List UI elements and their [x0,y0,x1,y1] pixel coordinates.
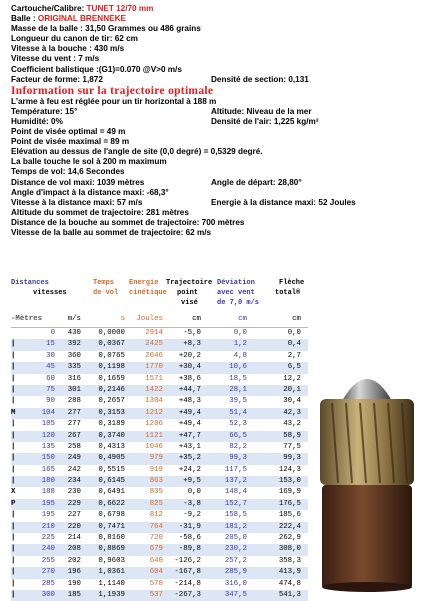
unit-velocity: m/s [67,315,81,323]
table-cell: 0,0 [187,488,201,497]
table-cell: | [11,442,16,451]
table-row [11,442,308,453]
table-cell: 214 [67,534,81,543]
table-cell: 262,9 [278,534,301,543]
table-cell: | [11,477,16,486]
table-cell: 135 [41,442,55,451]
header-trajectory-3: visé [181,299,198,307]
table-cell: | [11,397,16,406]
table-cell: 150 [41,454,55,463]
table-cell: 1571 [145,374,163,383]
table-cell: 117,5 [224,465,247,474]
table-cell: +9,5 [183,477,201,486]
table-cell: 358,3 [278,556,301,565]
table-cell: -31,9 [178,522,201,531]
unit-energy: Joules [136,315,163,323]
unit-trajectory: cm [192,315,201,323]
bullet-line: Balle : ORIGINAL BRENNEKE [11,14,126,24]
air-density: Densité de l'air: 1,225 kg/m³ [211,116,319,126]
table-cell: 1206 [145,420,163,429]
table-cell: 104 [41,408,55,417]
table-cell: 169,9 [278,488,301,497]
table-cell: +49,4 [178,420,201,429]
table-row [11,328,308,339]
table-cell: 0,3189 [98,420,125,429]
table-row [11,396,308,407]
table-cell: 0,0 [233,329,247,337]
table-cell: 77,5 [283,442,301,451]
table-cell: 225 [41,534,55,543]
table-cell: 2425 [145,340,163,349]
table-row [11,476,308,487]
table-cell: | [11,545,16,554]
header-deviation-3: de 7,0 m/s [217,299,260,307]
header-deviation: Déviation [217,279,255,287]
table-cell: 835 [149,488,163,497]
table-cell: 230 [67,488,81,497]
table-cell: | [11,590,16,599]
table-cell: 2046 [145,351,163,360]
table-cell: 720 [149,534,163,543]
table-cell: 258 [67,442,81,451]
table-row [11,385,308,396]
table-cell: 18,5 [229,374,247,383]
table-cell: 640 [149,556,163,565]
table-cell: 0,0765 [98,351,125,360]
table-cell: 1770 [145,363,163,372]
table-cell: 0,0000 [98,329,125,337]
table-cell: | [11,511,16,520]
table-cell: 43,2 [283,420,301,429]
table-cell: 270 [41,568,55,577]
header-velocities: vitesses [33,289,67,297]
mass-line: Masse de la balle : 31,50 Grammes ou 486 grains [11,24,201,34]
table-cell: | [11,522,16,531]
table-cell: 0,6798 [98,511,125,520]
muzzle-velocity-line: Vitesse à la bouche : 430 m/s [11,44,125,54]
table-cell: 277 [67,420,81,429]
table-cell: | [11,340,16,349]
table-cell: +30,4 [178,363,201,372]
table-cell: 316 [67,374,81,383]
header-energy: Energie [129,279,159,287]
table-cell: 413,9 [278,568,301,577]
table-cell: 152,7 [224,499,247,508]
table-cell: 919 [149,465,163,474]
table-cell: 257,2 [224,556,247,565]
table-row [11,510,308,521]
table-cell: 0,8869 [98,545,125,554]
table-cell: 285 [41,579,55,588]
table-row [11,499,308,510]
table-cell: 0,6622 [98,499,125,508]
table-cell: -58,6 [178,534,201,543]
table-cell: 185,6 [278,511,301,520]
table-cell: 190 [67,579,81,588]
table-header [11,277,308,315]
header-drop-2: total® [275,289,301,297]
table-cell: 195 [41,511,55,520]
humidity-line: Humidité: 0% Densité de l'air: 1,225 kg/m³ [11,116,319,126]
table-cell: 1,2 [233,340,247,349]
table-cell: 812 [149,511,163,520]
table-cell: 30,4 [283,397,301,406]
table-cell: | [11,351,16,360]
unit-time: s [120,315,125,323]
header-drop: Flèche [279,279,305,287]
max-distance-line: Distance de vol maxi: 1039 mètres Angle de départ: 28,80° [11,177,302,187]
table-cell: 392 [67,340,81,349]
table-cell: 10,6 [229,363,247,372]
table-cell: 52,3 [229,420,247,429]
table-cell: 165 [41,465,55,474]
table-cell: 288 [67,397,81,406]
table-cell: 82,2 [229,442,247,451]
apex-velocity-line: Vitesse de la balle au sommet de trajectoire: 62 m/s [11,227,212,237]
table-cell: -214,8 [174,579,201,588]
max-aim-line: Point de visée maximal = 89 m [11,137,130,147]
table-cell: +49,4 [178,408,201,417]
table-cell: 188 [41,488,55,497]
table-cell: 90 [46,397,55,406]
table-cell: 0,4905 [98,454,125,463]
table-cell: +44,7 [178,385,201,394]
unit-drop: cm [292,315,301,323]
table-cell: | [11,465,16,474]
table-cell: 825 [149,499,163,508]
table-row [11,374,308,385]
table-cell: 1212 [145,408,163,417]
table-cell: 541,3 [278,590,301,599]
table-cell: -267,3 [174,590,201,599]
table-cell: 30 [46,351,55,360]
table-cell: 308,0 [278,545,301,554]
table-cell: +43,1 [178,442,201,451]
elevation-line: Elévation au dessus de l'angle de site (0,0 degré) = 0,5329 degré. [11,147,263,157]
table-row [11,567,308,578]
table-cell: +47,7 [178,431,201,440]
table-cell: 0,4313 [98,442,125,451]
header-deviation-2: avec vent [217,289,255,297]
form-factor-line: Facteur de forme: 1,872 Densité de section: 0,131 [11,74,309,84]
table-cell: | [11,556,16,565]
table-cell: -167,8 [174,568,201,577]
table-cell: 430 [67,329,81,337]
table-cell: 679 [149,545,163,554]
table-cell: 0 [50,329,55,337]
table-cell: | [11,431,16,440]
table-cell: 60 [46,374,55,383]
trajectory-heading: Information sur la trajectoire optimale [11,84,214,97]
table-cell: | [11,385,16,394]
table-cell: 45 [46,363,55,372]
table-cell: 335 [67,363,81,372]
table-cell: 4,8 [233,351,247,360]
header-distances: Distances [11,279,49,287]
table-cell: | [11,374,16,383]
table-cell: 181,2 [224,522,247,531]
header-trajectory: Trajectoire [166,279,213,287]
table-cell: 180 [41,477,55,486]
table-cell: | [11,420,16,429]
table-cell: -126,2 [174,556,201,565]
table-cell: 12,2 [283,374,301,383]
max-energy: Energie à la distance maxi: 52 Joules [211,197,356,207]
table-cell: 285,9 [224,568,247,577]
brenneke-slug-image [312,355,422,593]
table-cell: 1046 [145,442,163,451]
altitude: Altitude: Niveau de la mer [211,106,312,116]
table-cell: | [11,579,16,588]
table-cell: 42,3 [283,408,301,417]
table-cell: -9,2 [183,511,201,520]
table-body [11,328,308,601]
table-cell: 764 [149,522,163,531]
table-cell: 979 [149,454,163,463]
table-row [11,579,308,590]
table-cell: 205,0 [224,534,247,543]
table-row [11,453,308,464]
header-energy-2: cinétique [129,289,167,297]
table-cell: 75 [46,385,55,394]
table-cell: 0,9603 [98,556,125,565]
table-cell: 1304 [145,397,163,406]
table-row [11,351,308,362]
cartridge-line: Cartouche/Calibre: TUNET 12/70 mm [11,4,154,13]
table-cell: 1422 [145,385,163,394]
table-cell: | [11,568,16,577]
bullet-value: ORIGINAL BRENNEKE [37,14,126,24]
table-cell: 51,4 [229,408,247,417]
table-cell: 234 [67,477,81,486]
table-cell: 0,3153 [98,408,125,417]
table-cell: 66,5 [229,431,247,440]
table-cell: 58,9 [283,431,301,440]
table-cell: 15 [46,340,55,349]
table-row [11,419,308,430]
barrel-length-line: Longueur du canon de tir: 62 cm [11,34,138,44]
table-cell: 0,0 [287,329,301,337]
table-cell: +48,3 [178,397,201,406]
table-cell: +38,6 [178,374,201,383]
table-cell: 105 [41,420,55,429]
table-cell: 242 [67,465,81,474]
table-cell: 176,5 [278,499,301,508]
table-cell: 185 [67,590,81,599]
table-cell: 1121 [145,431,163,440]
table-cell: 6,5 [287,363,301,372]
table-cell: -5,0 [183,329,201,337]
table-cell: -3,8 [183,499,201,508]
table-cell: +24,2 [178,465,201,474]
table-cell: 0,3740 [98,431,125,440]
table-cell: 570 [149,579,163,588]
table-cell: M [11,408,16,417]
temperature-line: Température: 15° Altitude: Niveau de la mer [11,106,312,116]
table-cell: 1,0361 [98,568,125,577]
table-cell: 0,8160 [98,534,125,543]
max-velocity-line: Vitesse à la distance maxi: 57 m/s Energie à la distance maxi: 52 Joules [11,197,356,207]
section-density: Densité de section: 0,131 [211,74,309,84]
cartridge-value: TUNET 12/70 mm [86,4,154,13]
table-cell: X [11,488,16,497]
ballistic-coefficient-line: Coefficient balistique :(G1)=0.070 @V>0 m/s [11,64,182,74]
table-cell: 99,3 [229,454,247,463]
table-cell: +8,3 [183,340,201,349]
table-cell: -89,8 [178,545,201,554]
ground-hit-line: La balle touche le sol à 200 m maximum [11,157,167,167]
table-cell: 604 [149,568,163,577]
table-cell: 195 [41,499,55,508]
table-cell: 124,3 [278,465,301,474]
table-row [11,556,308,567]
table-cell: 0,2657 [98,397,125,406]
table-row [11,533,308,544]
table-row [11,431,308,442]
optimal-aim-line: Point de visée optimal = 49 m [11,127,126,137]
units-row [11,315,308,328]
apex-distance-line: Distance de la bouche au sommet de trajectoire: 700 mètres [11,217,245,227]
table-cell: 300 [41,590,55,599]
table-cell: 39,5 [229,397,247,406]
table-cell: P [11,499,16,508]
table-cell: 0,2146 [98,385,125,394]
table-cell: 347,5 [224,590,247,599]
header-time-2: de vol [93,289,119,297]
table-cell: 316,0 [224,579,247,588]
departure-angle: Angle de départ: 28,80° [211,177,302,187]
table-cell: 240 [41,545,55,554]
wind-speed-line: Vitesse du vent : 7 m/s [11,54,100,64]
header-trajectory-2: point [177,289,199,297]
zero-line: L'arme à feu est réglée pour un tir horizontal à 188 m [11,96,217,106]
table-cell: 227 [67,511,81,520]
table-cell: 1,1939 [98,590,125,599]
table-cell: 210 [41,522,55,531]
table-cell: 249 [67,454,81,463]
table-row [11,522,308,533]
table-cell: 0,0367 [98,340,125,349]
table-cell: 301 [67,385,81,394]
table-cell: 202 [67,556,81,565]
table-cell: 474,8 [278,579,301,588]
table-row [11,465,308,476]
unit-deviation: cm [238,315,247,323]
table-cell: 1,1140 [98,579,125,588]
table-cell: | [11,534,16,543]
table-cell: 0,1198 [98,363,125,372]
table-cell: 360 [67,351,81,360]
table-cell: 20,1 [283,385,301,394]
table-cell: 229 [67,499,81,508]
table-cell: 2914 [145,329,163,337]
table-row [11,362,308,373]
table-cell: 28,1 [229,385,247,394]
table-cell: 0,4 [287,340,301,349]
table-cell: 0,6491 [98,488,125,497]
table-cell: 0,1659 [98,374,125,383]
table-cell: 863 [149,477,163,486]
table-row [11,487,308,498]
table-cell: 267 [67,431,81,440]
table-cell: 2,7 [287,351,301,360]
table-cell: 208 [67,545,81,554]
table-cell: 220 [67,522,81,531]
table-cell: 137,2 [224,477,247,486]
flight-time-line: Temps de vol: 14,6 Secondes [11,167,125,177]
impact-angle-line: Angle d'impact à la distance maxi: -68,3° [11,187,169,197]
table-cell: 196 [67,568,81,577]
ballistic-info [11,4,429,238]
table-cell: 230,2 [224,545,247,554]
table-cell: 277 [67,408,81,417]
header-time: Temps [93,279,115,287]
table-row [11,544,308,555]
table-cell: 99,3 [283,454,301,463]
table-cell: 153,0 [278,477,301,486]
table-cell: +35,2 [178,454,201,463]
table-row [11,408,308,419]
unit-distance: -Mètres [11,315,43,323]
table-cell: 222,4 [278,522,301,531]
table-cell: 0,7471 [98,522,125,531]
apex-altitude-line: Altitude du sommet de trajectoire: 281 mètres [11,207,189,217]
table-cell: +20,2 [178,351,201,360]
table-cell: 148,4 [224,488,247,497]
table-cell: 0,6145 [98,477,125,486]
table-row [11,339,308,350]
table-cell: | [11,454,16,463]
ballistic-table [11,277,308,601]
table-cell: 120 [41,431,55,440]
table-cell: | [11,363,16,372]
table-cell: 537 [149,590,163,599]
table-row [11,590,308,601]
table-cell: 255 [41,556,55,565]
table-cell: 158,5 [224,511,247,520]
table-cell: 0,5515 [98,465,125,474]
